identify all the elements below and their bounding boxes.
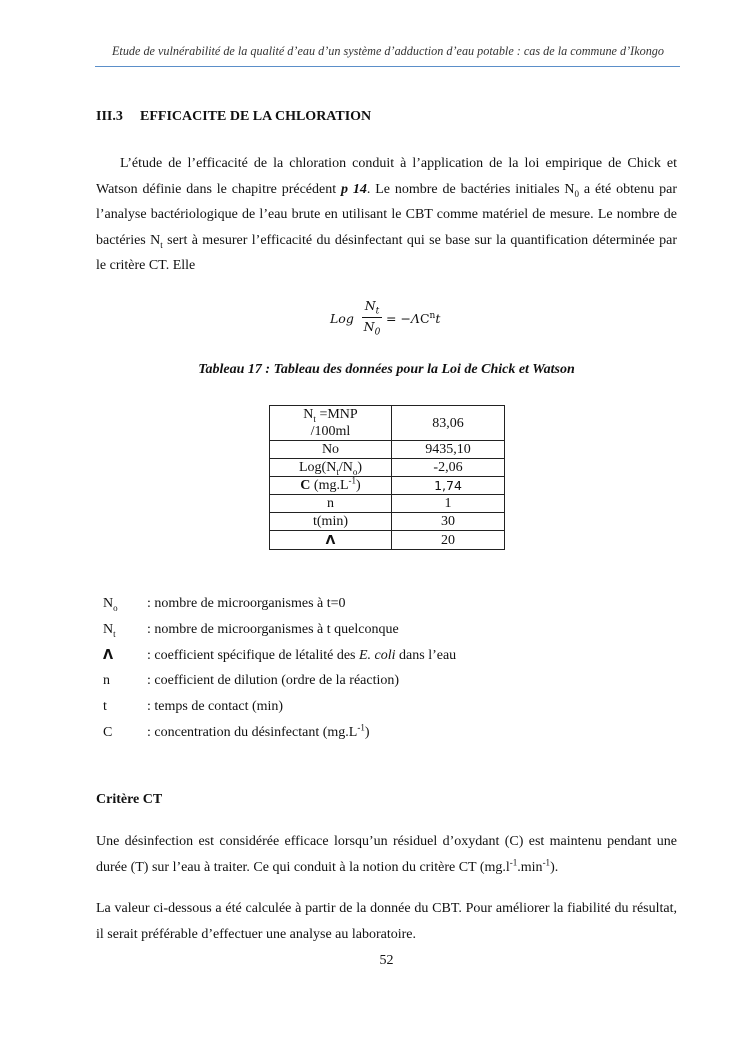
page-reference: p 14	[340, 181, 367, 197]
legend-item: t : temps de contact (min)	[103, 699, 284, 715]
section-number: III.3	[96, 109, 123, 124]
row-label-n: n	[270, 495, 392, 513]
intro-sub-0: 0	[574, 188, 579, 199]
intro-text-2: . Le nombre de bactéries initiales N	[366, 181, 575, 197]
legend-item: $N_o$ : nombre de microorganismes à t=0	[103, 596, 346, 613]
section-heading	[96, 109, 371, 125]
row-label-no: No	[270, 441, 392, 459]
critere-ct-heading: Critère CT	[96, 792, 163, 807]
section-title: EFFICACITE DE LA CHLORATION	[140, 109, 372, 124]
row-label-lambda: Λ	[270, 531, 392, 550]
table-row	[270, 531, 505, 550]
intro-text-1: L’étude de l’efficacité de la chloration conduit à l’application de la loi empirique de Chick et Watson définie dans le chapitre précédent	[96, 156, 677, 197]
legend-item: n : coefficient de dilution (ordre de la réaction)	[103, 673, 400, 689]
row-value-nt: 83,06	[392, 406, 505, 441]
legend-item: C : concentration du désinfectant $(mg.L^{-1})$	[103, 722, 370, 740]
table-row	[270, 441, 505, 459]
chick-watson-data-table	[269, 405, 505, 550]
row-value-t: 30	[392, 513, 505, 531]
fraction-bar	[362, 317, 382, 318]
formula-right-side: = $-\Lambda C^nt$	[386, 310, 441, 326]
row-value-c: 1,74	[392, 477, 505, 495]
legend-item: Λ : coefficient spécifique de létalité des E. coli dans l’eau	[103, 647, 457, 663]
row-label-t: t(min)	[270, 513, 392, 531]
formula-log: Log	[330, 311, 354, 326]
row-value-lambda: 20	[392, 531, 505, 550]
chick-watson-formula	[330, 298, 460, 342]
row-label-log: $Log(N_t/N_o)$	[270, 459, 392, 477]
intro-text-4: sert à mesurer l’efficacité du désinfectant qui se base sur la quantification déterminée par le critère CT. Elle	[96, 232, 677, 274]
table-row	[270, 406, 505, 441]
formula-denominator: $N_0$	[363, 319, 381, 338]
variable-legend	[103, 591, 456, 746]
intro-sub-t: t	[160, 239, 163, 250]
table-row	[270, 495, 505, 513]
critere-paragraph-2: La valeur ci-dessous a été calculée à partir de la donnée du CBT. Pour améliorer la fiabilité du résultat, il serait préférable d’effectuer une analyse au laboratoire.	[96, 901, 677, 942]
row-label-c: C $(mg.L^{-1})$	[270, 477, 392, 495]
formula-fraction	[362, 298, 382, 338]
table-row	[270, 459, 505, 477]
row-value-log: -2,06	[392, 459, 505, 477]
header-divider	[95, 66, 680, 67]
legend-item: $N_t$ : nombre de microorganismes à t quelconque	[103, 621, 399, 639]
row-value-n: 1	[392, 495, 505, 513]
page-number: 52	[379, 953, 394, 968]
running-header: Etude de vulnérabilité de la qualité d’eau d’un système d’adduction d’eau potable : cas de la commune d’Ikongo	[111, 44, 664, 58]
row-value-no: 9435,10	[392, 441, 505, 459]
intro-paragraph	[96, 151, 677, 279]
table-row	[270, 477, 505, 495]
critere-paragraph-1: Une désinfection est considérée efficace lorsqu’un résiduel d’oxydant (C) est maintenu pendant une durée (T) sur l’eau à traiter. Ce qui conduit à la notion du critère CT $(mg.l^{-1}.\min^{-1})$.	[96, 834, 677, 875]
table-caption: Tableau 17 : Tableau des données pour la Loi de Chick et Watson	[198, 362, 575, 377]
formula-numerator: $N_t$	[364, 298, 380, 317]
row-label-nt: $N_t =MNP$ /100ml	[270, 406, 392, 441]
table-row	[270, 513, 505, 531]
intro-text-3: a été obtenu par l’analyse bactériologique de l’eau brute en utilisant le CBT comme matériel de mesure. Le nombre de bactéries N	[96, 181, 677, 248]
